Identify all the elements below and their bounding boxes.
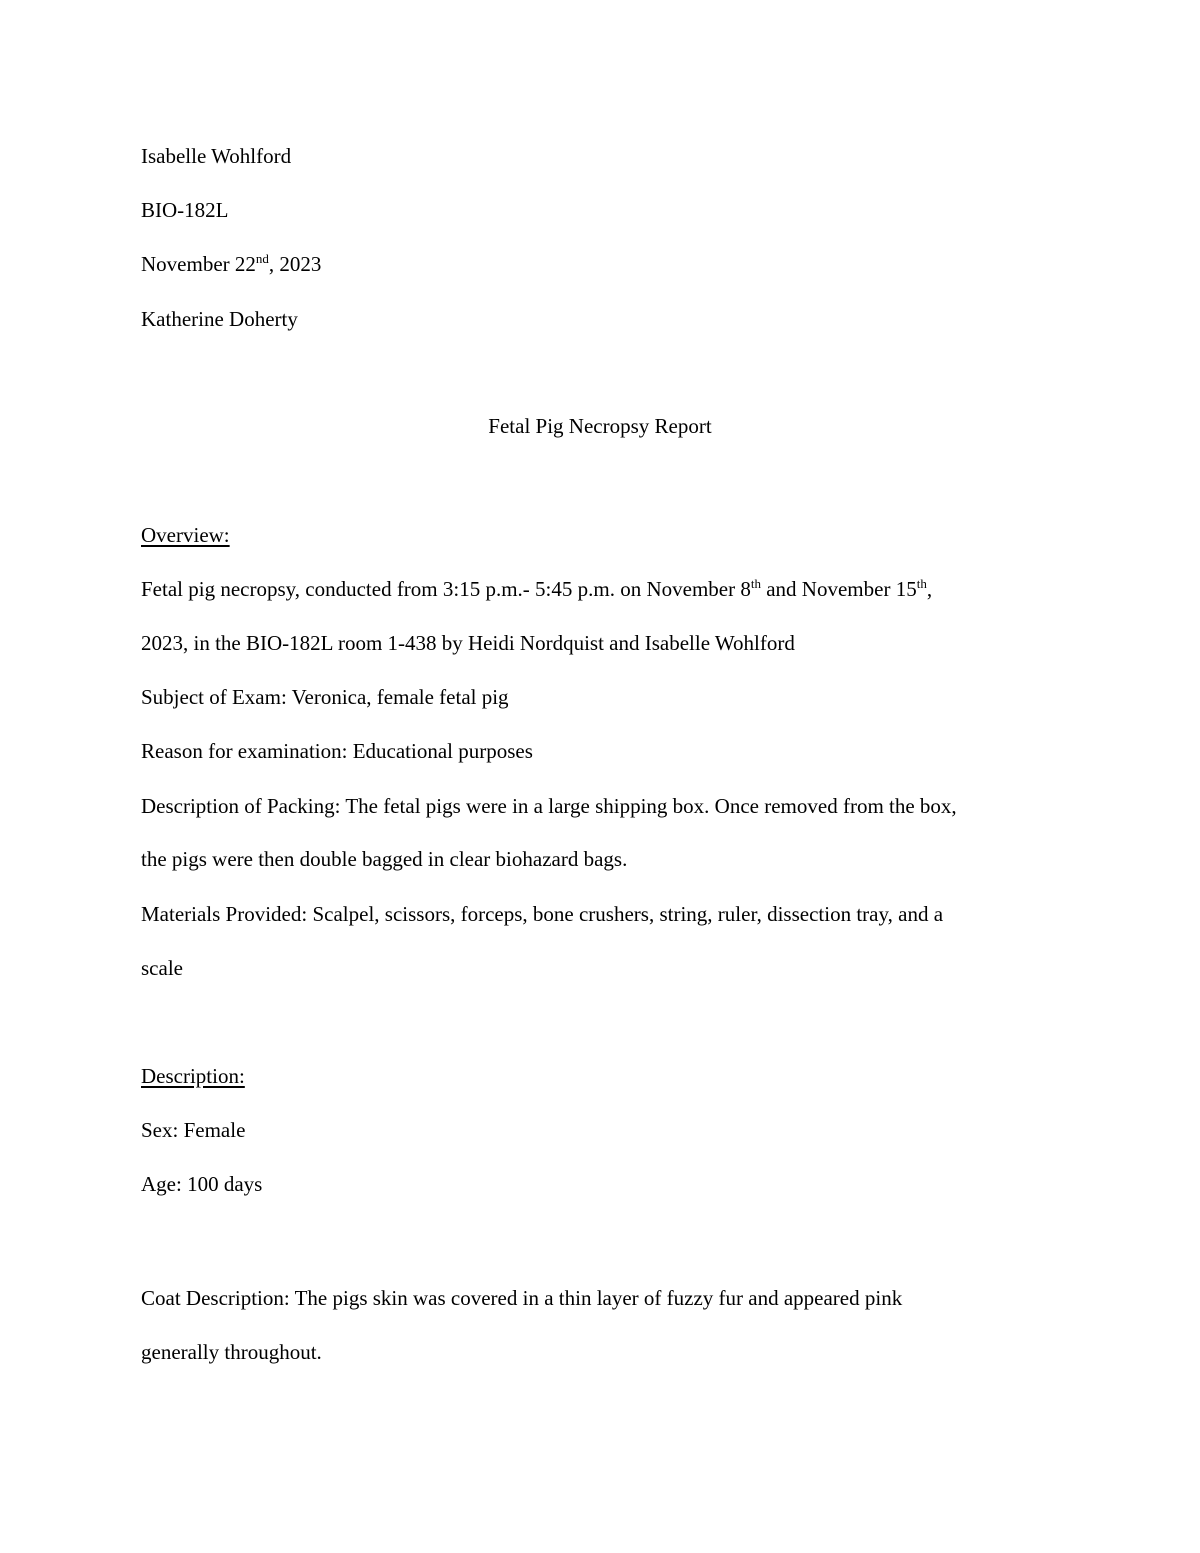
date-ordinal: nd [255, 251, 269, 266]
overview-heading: Overview: [141, 523, 230, 547]
packing-line-2: the pigs were then double bagged in clear biohazard bags. [141, 847, 628, 871]
ordinal-8th: th [750, 576, 761, 591]
ordinal-15th: th [916, 576, 927, 591]
report-title: Fetal Pig Necropsy Report [488, 414, 712, 438]
coat-description-line-1: Coat Description: The pigs skin was covered in a thin layer of fuzzy fur and appeared pink [141, 1286, 903, 1310]
instructor-name: Katherine Doherty [141, 307, 298, 331]
overview-dates-comma: , [926, 577, 933, 601]
report-date [141, 252, 321, 276]
student-name: Isabelle Wohlford [141, 144, 292, 168]
overview-dates-line [141, 577, 932, 601]
reason-for-exam: Reason for examination: Educational purposes [141, 739, 533, 763]
date-year: , 2023 [268, 252, 322, 276]
age-field: Age: 100 days [141, 1172, 263, 1196]
subject-of-exam: Subject of Exam: Veronica, female fetal pig [141, 685, 509, 709]
materials-line-2: scale [141, 956, 183, 980]
overview-dates-text: Fetal pig necropsy, conducted from 3:15 p.m.- 5:45 p.m. on November 8 [141, 577, 751, 601]
overview-location-line: 2023, in the BIO-182L room 1-438 by Heidi Nordquist and Isabelle Wohlford [141, 631, 795, 655]
overview-dates-text-2: and November 15 [760, 577, 917, 601]
course-code: BIO-182L [141, 198, 229, 222]
materials-line-1: Materials Provided: Scalpel, scissors, forceps, bone crushers, string, ruler, dissection tray, and a [141, 902, 944, 926]
date-text: November 22 [141, 252, 256, 276]
coat-description-line-2: generally throughout. [141, 1340, 322, 1364]
sex-field: Sex: Female [141, 1118, 246, 1142]
description-heading: Description: [141, 1064, 245, 1088]
packing-line-1: Description of Packing: The fetal pigs were in a large shipping box. Once removed from the box, [141, 794, 957, 818]
